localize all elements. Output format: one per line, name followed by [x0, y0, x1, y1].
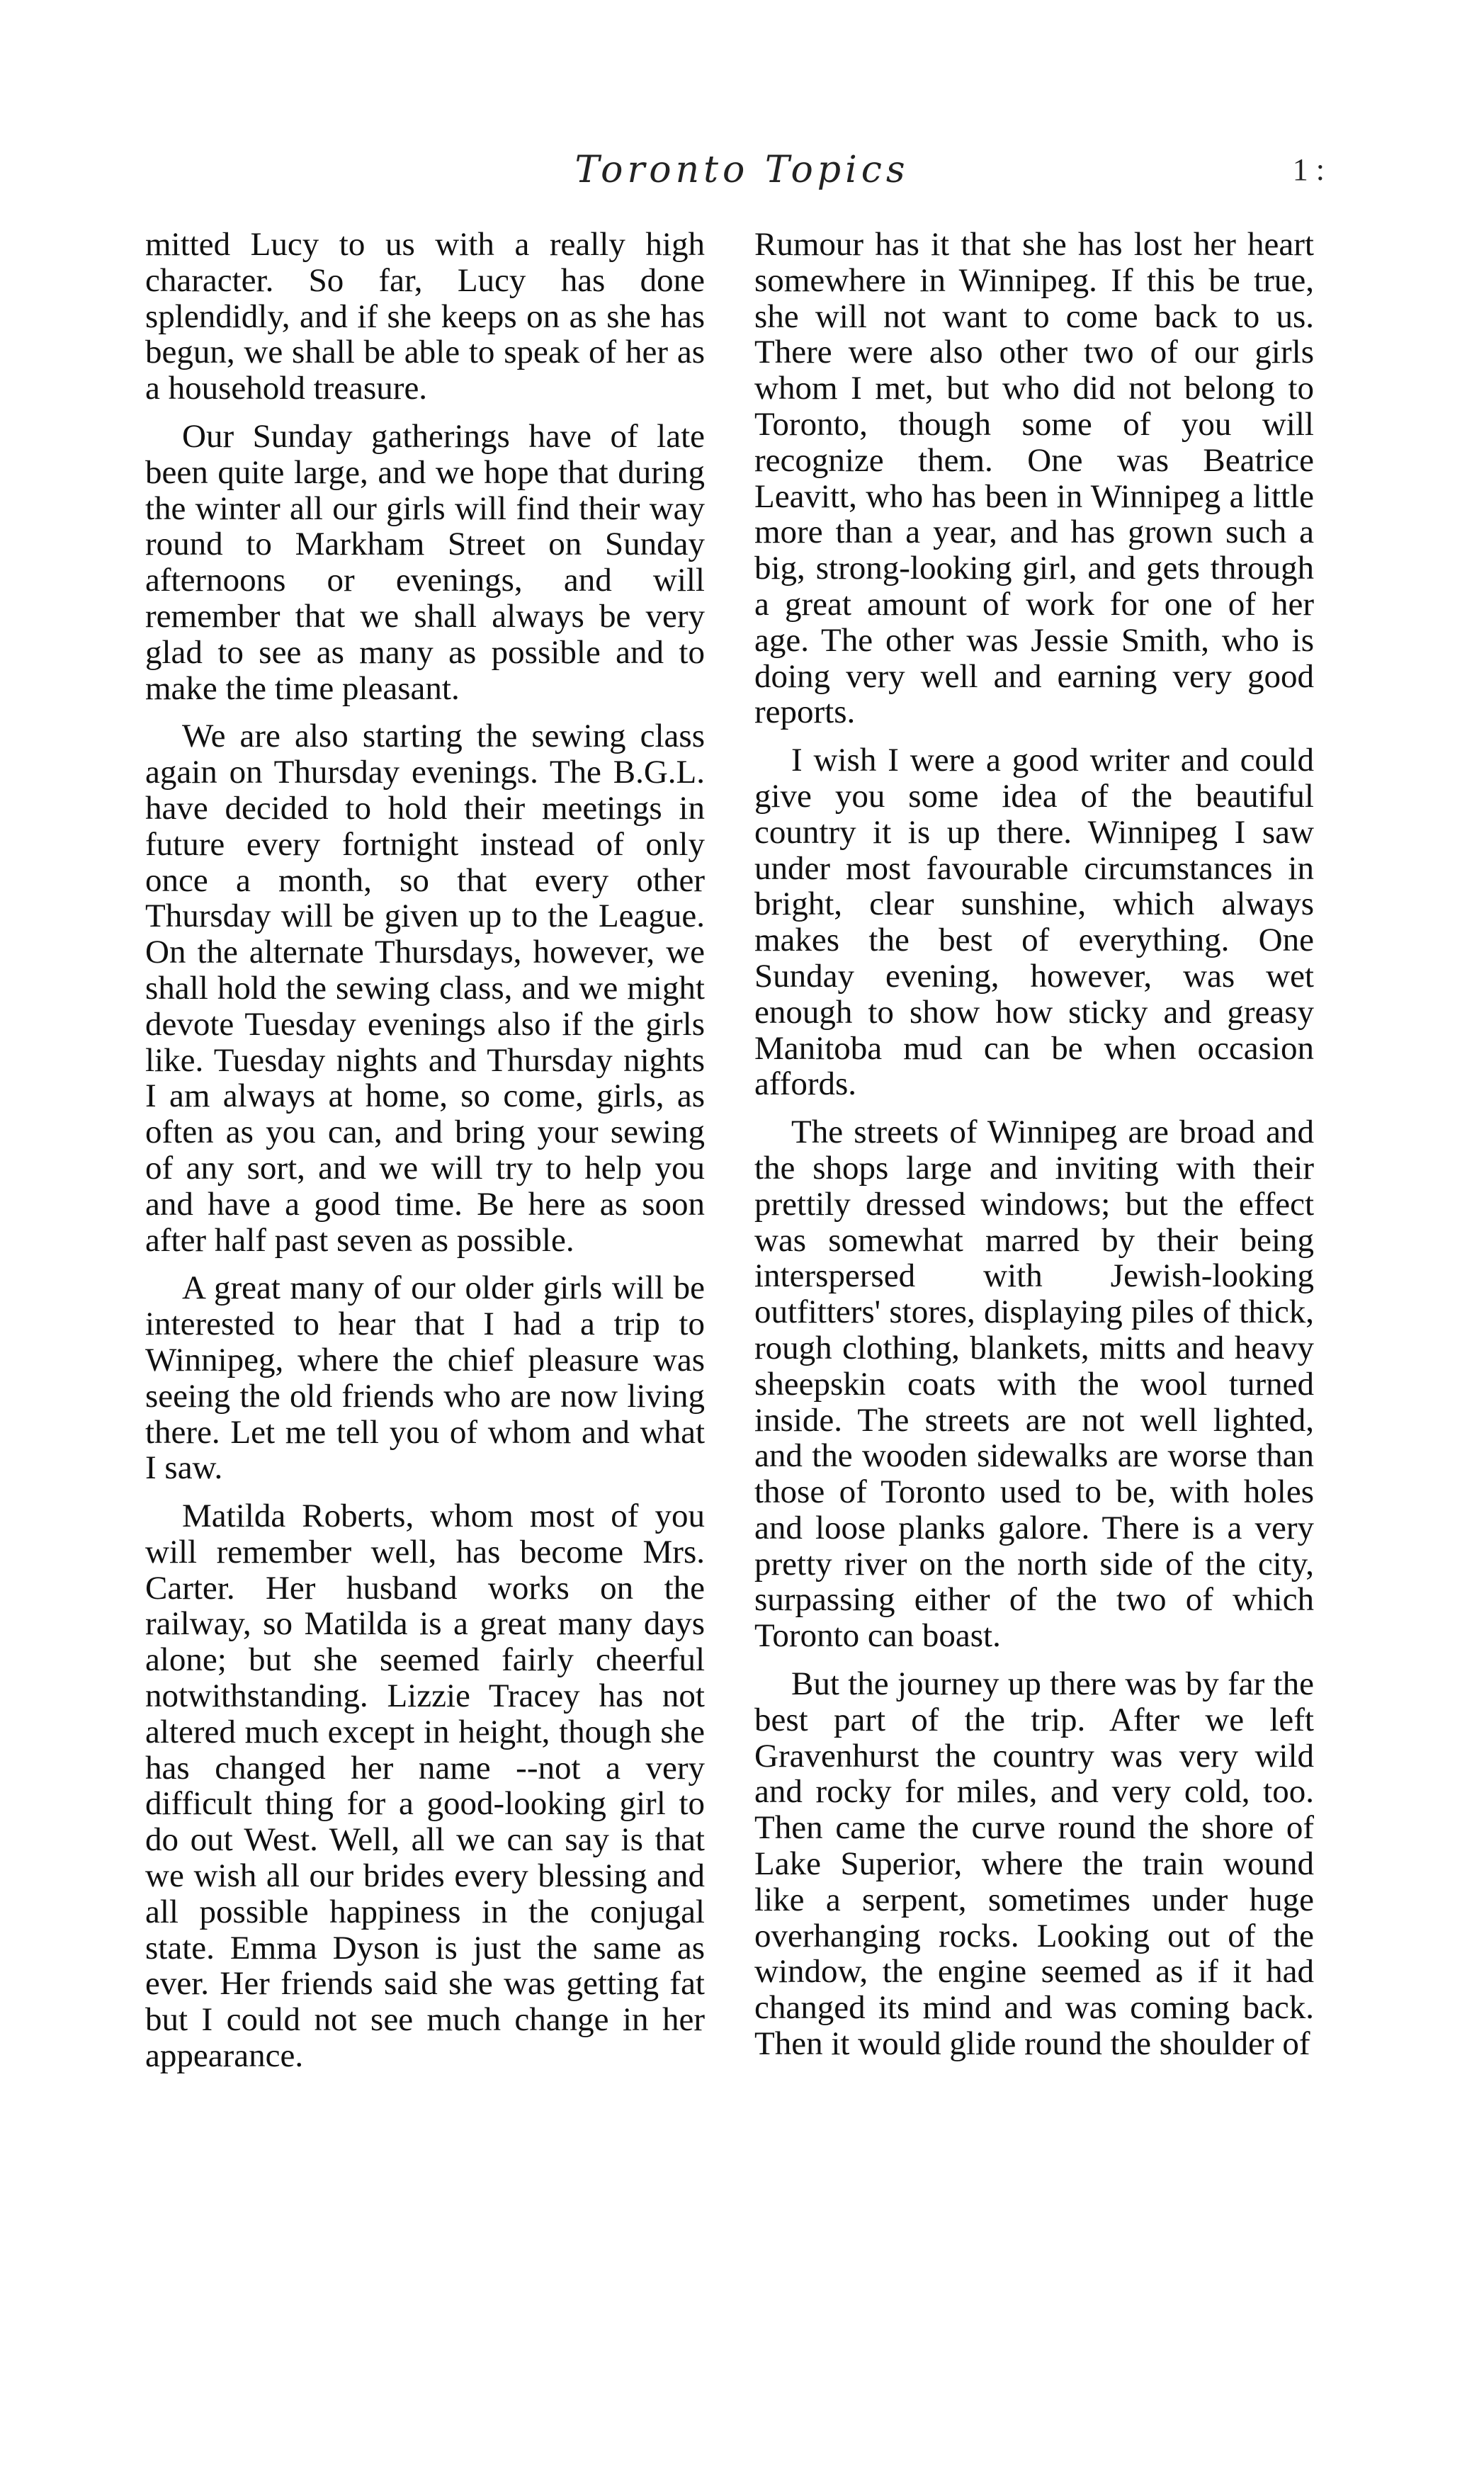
right-column [754, 227, 1314, 2074]
page-number: 1 : [1292, 152, 1325, 187]
paragraph: Matilda Roberts, whom most of you will remember well, has become Mrs. Carter. Her husband works on the railway, so Matilda is a great many days alone; but she seemed fairly cheerful notwithstanding. Lizzie Tracey has not altered much except in height, though she has changed her name --not a very difficult thing for a good-looking girl to do out West. Well, all we can say is that we wish all our brides every blessing and all possible happiness in the conjugal state. Emma Dyson is just the same as ever. Her friends said she was getting fat but I could not see much change in her appearance. [145, 1498, 705, 2075]
paragraph: Our Sunday gatherings have of late been quite large, and we hope that during the winter all our girls will find their way round to Markham Street on Sunday afternoons or evenings, and will remember that we shall always be very glad to see as many as possible and to make the time pleasant. [145, 417, 705, 707]
paragraph: I wish I were a good writer and could give you some idea of the beautiful country it is up there. Winnipeg I saw under most favourable circumstances in bright, clear sunshine, which always makes the best of everything. One Sunday evening, however, was wet enough to show how sticky and greasy Manitoba mud can be when occasion affords. [754, 742, 1314, 1103]
running-header [0, 149, 1484, 205]
paragraph: But the journey up there was by far the best part of the trip. After we left Gravenhurst the country was very wild and rocky for miles, and very cold, too. Then came the curve round the shore of Lake Superior, where the train wound like a serpent, sometimes under huge overhanging rocks. Looking out of the window, the engine seemed as if it had changed its mind and was coming back. Then it would glide round the shoulder of [754, 1665, 1314, 2063]
left-column [145, 227, 705, 2086]
paragraph: The streets of Winnipeg are broad and the shops large and inviting with their prettily dressed windows; but the effect was somewhat marred by their being interspersed with Jewish-looking outfitters' stores, displaying piles of thick, rough clothing, blankets, mitts and heavy sheepskin coats with the wool turned inside. The streets are not well lighted, and the wooden sidewalks are worse than those of Toronto used to be, with holes and loose planks galore. There is a very pretty river on the north side of the city, surpassing either of the two of which Toronto can boast. [754, 1114, 1314, 1655]
running-title: Toronto Topics [574, 149, 910, 191]
paragraph: We are also starting the sewing class again on Thursday evenings. The B.G.L. have decided to hold their meetings in future every fortnight instead of only once a month, so that every other Thursday will be given up to the League. On the alternate Thursdays, however, we shall hold the sewing class, and we might devote Tuesday evenings also if the girls like. Tuesday nights and Thursday nights I am always at home, so come, girls, as often as you can, and bring your sewing of any sort, and we will try to help you and have a good time. Be here as soon after half past seven as possible. [145, 718, 705, 1259]
paragraph: A great many of our older girls will be interested to hear that I had a trip to Winnipeg, where the chief pleasure was seeing the old friends who are now living there. Let me tell you of whom and what I saw. [145, 1269, 705, 1487]
paragraph: mitted Lucy to us with a really high character. So far, Lucy has done splendidly, and if she keeps on as she has begun, we shall be able to speak of her as a household treasure. [145, 226, 705, 407]
paragraph: Rumour has it that she has lost her heart somewhere in Winnipeg. If this be true, she will not want to come back to us. There were also other two of our girls whom I met, but who did not belong to Toronto, though some of you will recognize them. One was Beatrice Leavitt, who has been in Winnipeg a little more than a year, and has grown such a big, strong-looking girl, and gets through a great amount of work for one of her age. The other was Jessie Smith, who is doing very well and earning very good reports. [754, 226, 1314, 731]
